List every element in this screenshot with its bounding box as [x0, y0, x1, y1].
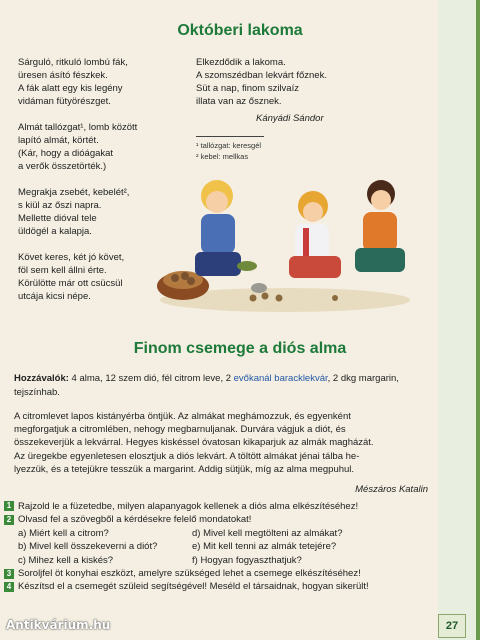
children-illustration: [155, 168, 415, 318]
ingredients-text: 4 alma, 12 szem dió, fél citrom leve, 2: [68, 373, 234, 384]
poem-line: s kiül az őszi napra.: [18, 200, 102, 211]
footnote: ¹ tallózgat: keresgél: [196, 141, 262, 150]
poem-line: üresen ásító fészkek.: [18, 70, 108, 81]
poem-line: Elkezdődik a lakoma.: [196, 57, 286, 68]
question: d) Mivel kell megtölteni az almákat?: [192, 527, 343, 539]
poem-left-column: [18, 56, 137, 303]
task-2: [4, 513, 424, 526]
ingredients: [14, 372, 424, 400]
poem-author: Kányádi Sándor: [256, 113, 324, 124]
page-edge: [438, 0, 480, 640]
recipe-title: Finom csemege a diós alma: [133, 340, 347, 357]
task-3: [4, 567, 424, 580]
method-line: A citromlevet lapos kistányérba öntjük. Az almákat meghámozzuk, és egyenként: [14, 411, 351, 422]
poem-title: Októberi lakoma: [177, 22, 303, 39]
method-line: megforgatjuk a citromlében, nehogy megbarnuljanak. Durvára vágjuk a diót, és: [14, 424, 346, 436]
ingredients-label: Hozzávalók:: [14, 373, 69, 384]
poem-line: a verők összetörték.): [18, 161, 107, 172]
poem-line: Almát tallózgat¹, lomb között: [18, 122, 138, 133]
poem-line: Követ keres, két jó követ,: [18, 252, 125, 263]
task-1: [4, 500, 424, 513]
question: a) Miért kell a citrom?: [18, 527, 109, 539]
poem-line: vidáman fütyörészget.: [18, 96, 111, 107]
ingredients-text: , 2 dkg margarin, tejszínhab.: [14, 373, 399, 398]
poem-line: Süt a nap, finom szilvaíz: [196, 83, 299, 94]
task-text: Készítsd el a csemegét szüleid segítségével! Meséld el társaidnak, hogyan sikerült!: [18, 581, 369, 593]
poem-line: Mellette dióval tele: [18, 213, 97, 224]
question: b) Mivel kell összekeverni a diót?: [18, 541, 158, 553]
poem-line: A fák alatt egy kis legény: [18, 83, 123, 94]
page-number: 27: [438, 614, 466, 638]
recipe-author: Mészáros Katalin: [355, 484, 428, 495]
method-line: lyezzük, és a tetejükre tesszük a margarint. Addig sütjük, míg az alma megpuhul.: [14, 463, 355, 475]
task-number: 1: [4, 501, 14, 511]
poem-line: illata van az ősznek.: [196, 96, 282, 107]
poem-line: Körülötte már ott csücsül: [18, 278, 123, 289]
poem-line: lapító almát, körtét.: [18, 135, 99, 146]
method-line: Az üregekbe egyenletesen elosztjuk a diós lekvárt. A töltött almákat jénai tálba he-: [14, 450, 360, 462]
poem-line: utcája kicsi népe.: [18, 291, 91, 302]
task-text: Olvasd fel a szövegből a kérdésekre felelő mondatokat!: [18, 514, 252, 526]
poem-line: (Kár, hogy a dióágakat: [18, 148, 114, 159]
task-4: [4, 580, 424, 593]
ingredient-term: evőkanál baracklekvár: [233, 373, 328, 384]
question-list: [18, 527, 424, 567]
task-number: 4: [4, 582, 14, 592]
task-text: Soroljfel öt konyhai eszközt, amelyre szükséged lehet a csemege elkészítéséhez!: [18, 568, 361, 580]
task-list: [4, 500, 424, 594]
footnote-divider: [196, 136, 264, 137]
method-line: összekeverjük a lekvárral. Hegyes kiskéssel óvatosan kikaparjuk az almák magházát.: [14, 437, 374, 449]
poem-line: Sárguló, ritkuló lombú fák,: [18, 57, 128, 68]
poem-right-column: [196, 56, 327, 108]
poem-line: A szomszédban lekvárt főznek.: [196, 70, 327, 81]
footnotes: [196, 140, 261, 162]
page-edge-strip: [476, 0, 480, 640]
question: f) Hogyan fogyaszthatjuk?: [192, 554, 302, 566]
poem-line: Megrakja zsebét, kebelét²,: [18, 187, 130, 198]
recipe-method: [14, 410, 428, 476]
watermark-logo: Antikvárium.hu: [6, 618, 111, 632]
task-number: 2: [4, 515, 14, 525]
task-text: Rajzold le a füzetedbe, milyen alapanyagok kellenek a diós alma elkészítéséhez!: [18, 501, 359, 512]
question: e) Mit kell tenni az almák tetejére?: [192, 541, 337, 553]
poem-line: föl sem kell állni érte.: [18, 265, 107, 276]
footnote: ² kebel: mellkas: [196, 152, 249, 161]
question: c) Mihez kell a kiskés?: [18, 554, 114, 566]
task-number: 3: [4, 569, 14, 579]
poem-line: üldögél a kalapja.: [18, 226, 92, 237]
